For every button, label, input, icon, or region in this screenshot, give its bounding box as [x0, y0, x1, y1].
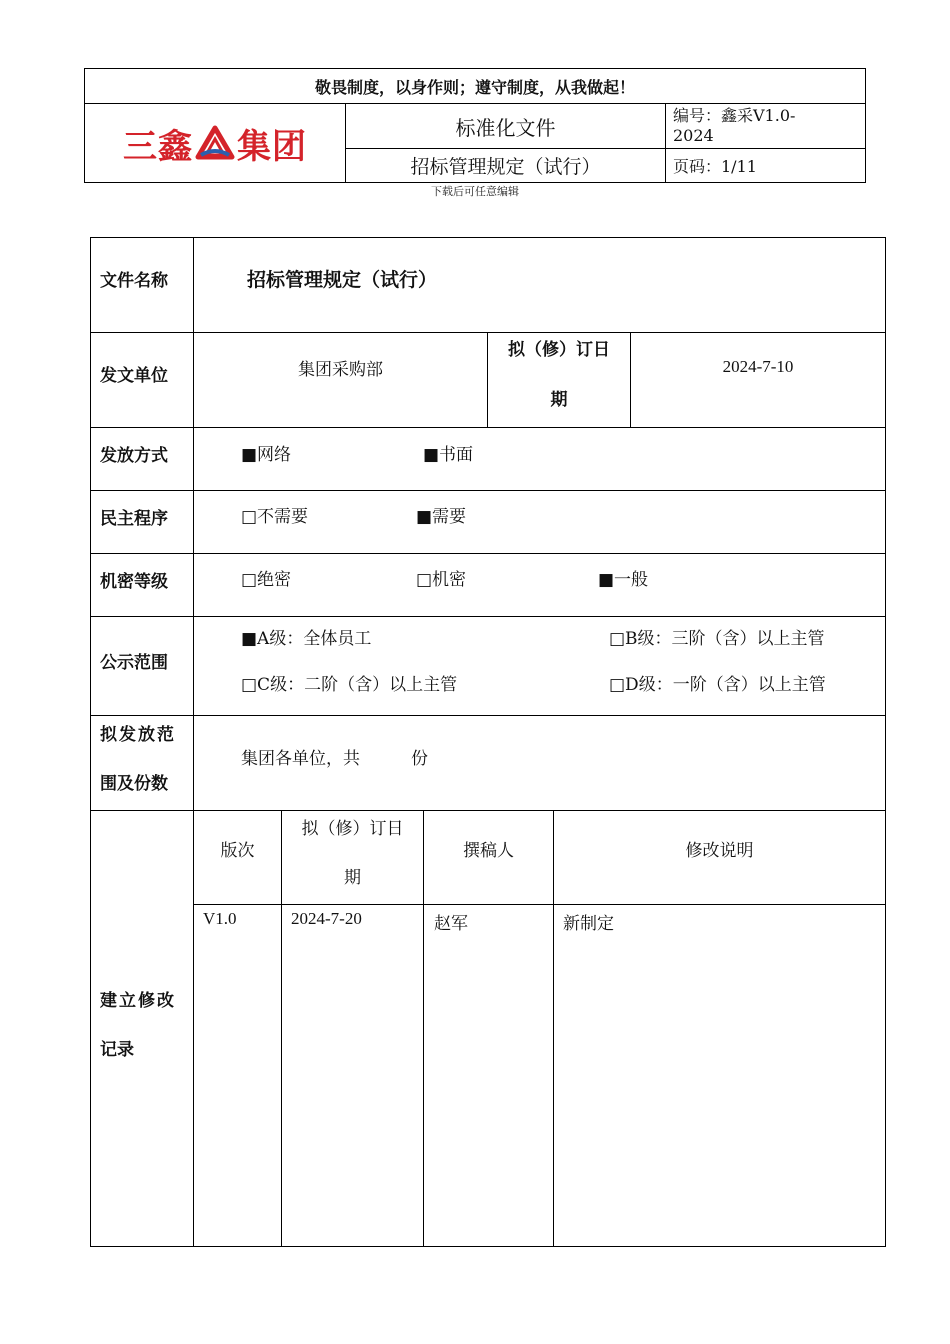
- secrecy-label: 机密等级: [100, 572, 168, 592]
- document-code: [673, 106, 863, 146]
- record-header-note: 修改说明: [685, 841, 754, 861]
- record-row-date: 2024-7-20: [291, 909, 362, 928]
- edit-note: 下载后可任意编辑: [431, 185, 519, 198]
- file-name-label: 文件名称: [100, 271, 168, 291]
- distribution-paper: ■书面: [423, 445, 474, 465]
- code-line-1: 编号：鑫采V1.0-: [673, 106, 796, 125]
- record-row-note: 新制定: [563, 914, 614, 934]
- record-row-version: V1.0: [203, 909, 237, 928]
- publicity-level-c: □C级：二阶（含）以上主管: [241, 675, 458, 695]
- scope-value: 集团各单位，共 份: [241, 749, 428, 769]
- record-header-author: 撰稿人: [463, 841, 514, 861]
- scope-label-line-2: 围及份数: [100, 774, 168, 794]
- logo-text: 三鑫: [123, 126, 193, 167]
- file-name-value: 招标管理规定（试行）: [247, 269, 438, 291]
- democratic-required: ■需要: [416, 507, 467, 527]
- logo-text-2: 集团: [237, 126, 307, 167]
- publicity-level-a: ■A级：全体员工: [241, 629, 372, 649]
- document-title: 招标管理规定（试行）: [410, 156, 601, 178]
- publicity-level-b: □B级：三阶（含）以上主管: [609, 629, 825, 649]
- democratic-procedure-label: 民主程序: [100, 509, 168, 529]
- issuer-label: 发文单位: [100, 366, 168, 386]
- page-number: 页码：1/11: [673, 157, 757, 176]
- secrecy-top-secret: □绝密: [241, 570, 292, 590]
- company-logo: [85, 104, 345, 182]
- publicity-scope-label: 公示范围: [100, 653, 168, 673]
- code-line-2: 2024: [673, 126, 714, 145]
- record-header-version: 版次: [220, 841, 255, 861]
- distribution-network: ■网络: [241, 445, 292, 465]
- distribution-label: 发放方式: [100, 446, 168, 466]
- record-header-date-line-2: 期: [344, 867, 361, 888]
- publicity-level-d: □D级：一阶（含）以上主管: [609, 675, 826, 695]
- document-type: 标准化文件: [455, 116, 556, 140]
- scope-label-line-1: 拟发放范: [100, 725, 176, 745]
- issue-date-value: 2024-7-10: [722, 357, 794, 376]
- record-header-date-line-1: 拟（修）订日: [301, 818, 404, 839]
- secrecy-general: ■一般: [598, 570, 649, 590]
- document-header: [84, 68, 866, 183]
- logo-mark-icon: [195, 125, 235, 161]
- record-label-line-1: 建立修改: [100, 991, 176, 1011]
- democratic-not-required: □不需要: [241, 507, 309, 527]
- date-label-line-1: 拟（修）订日: [508, 339, 610, 360]
- secrecy-confidential: □机密: [416, 570, 467, 590]
- date-label-line-2: 期: [550, 389, 568, 410]
- issuer-value: 集团采购部: [298, 359, 383, 380]
- document-info-table: [90, 237, 886, 1247]
- motto: 敬畏制度，以身作则；遵守制度，从我做起！: [85, 69, 865, 104]
- record-row-author: 赵军: [434, 914, 468, 934]
- record-label-line-2: 记录: [100, 1040, 134, 1060]
